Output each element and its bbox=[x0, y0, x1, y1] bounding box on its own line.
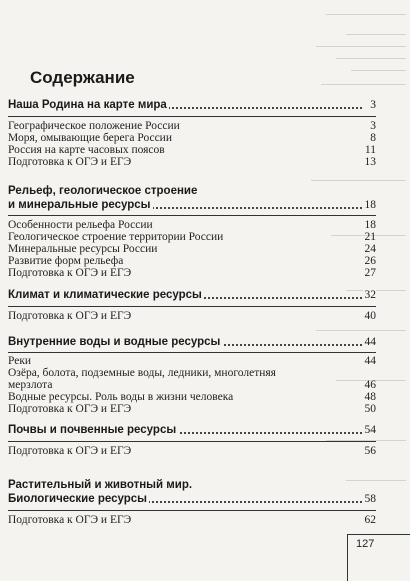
section-page: 3 bbox=[370, 99, 376, 111]
toc-entry[interactable]: Реки 44 bbox=[8, 355, 376, 367]
page-number-box bbox=[347, 534, 410, 581]
section-title[interactable]: Биологические ресурсы 58 bbox=[8, 493, 376, 505]
section-title[interactable]: и минеральные ресурсы 18 bbox=[8, 199, 376, 211]
section-title[interactable]: Внутренние воды и водные ресурсы 44 bbox=[8, 336, 376, 348]
section-title[interactable]: Климат и климатические ресурсы 32 bbox=[8, 289, 376, 301]
toc-entry[interactable]: Россия на карте часовых поясов 11 bbox=[8, 144, 376, 156]
section-title[interactable]: Наша Родина на карте мира 3 bbox=[8, 99, 376, 111]
page-number: 127 bbox=[356, 538, 375, 550]
toc-entry[interactable]: Озёра, болота, подземные воды, ледники, многолетняя bbox=[8, 367, 276, 379]
section-page: 58 bbox=[364, 493, 376, 505]
section-rule bbox=[8, 510, 376, 511]
section-rule bbox=[8, 116, 376, 117]
section-rule bbox=[8, 441, 376, 442]
section-page: 54 bbox=[364, 424, 376, 436]
section-page: 44 bbox=[364, 336, 376, 348]
page-title: Содержание bbox=[30, 68, 135, 87]
section-rule bbox=[8, 215, 376, 216]
toc-entry[interactable]: Минеральные ресурсы России 24 bbox=[8, 243, 376, 255]
toc-entry[interactable]: Развитие форм рельефа 26 bbox=[8, 255, 376, 267]
section-rule bbox=[8, 352, 376, 353]
toc-entry[interactable]: Геологическое строение территории России 21 bbox=[8, 231, 376, 243]
section-page: 18 bbox=[364, 199, 376, 211]
toc-entry[interactable]: Подготовка к ОГЭ и ЕГЭ 40 bbox=[8, 310, 376, 322]
toc-entry[interactable]: Географическое положение России 3 bbox=[8, 120, 376, 132]
toc-entry[interactable]: Подготовка к ОГЭ и ЕГЭ 62 bbox=[8, 514, 376, 526]
toc-entry[interactable]: Моря, омывающие берега России 8 bbox=[8, 132, 376, 144]
toc-entry[interactable]: мерзлота 46 bbox=[8, 379, 376, 391]
toc-entry[interactable]: Водные ресурсы. Роль воды в жизни человека 48 bbox=[8, 391, 376, 403]
toc-entry[interactable]: Подготовка к ОГЭ и ЕГЭ 27 bbox=[8, 267, 376, 279]
toc-entry[interactable]: Подготовка к ОГЭ и ЕГЭ 50 bbox=[8, 403, 376, 415]
toc-entry[interactable]: Подготовка к ОГЭ и ЕГЭ 13 bbox=[8, 156, 376, 168]
section-title[interactable]: Почвы и почвенные ресурсы 54 bbox=[8, 424, 376, 436]
section-rule bbox=[8, 306, 376, 307]
section-page: 32 bbox=[364, 289, 376, 301]
toc-entry[interactable]: Особенности рельефа России 18 bbox=[8, 219, 376, 231]
section-title-line1[interactable]: Растительный и животный мир. bbox=[8, 479, 193, 491]
toc-entry[interactable]: Подготовка к ОГЭ и ЕГЭ 56 bbox=[8, 445, 376, 457]
show-through-artifact bbox=[305, 0, 410, 560]
section-title-line1[interactable]: Рельеф, геологическое строение bbox=[8, 185, 198, 197]
